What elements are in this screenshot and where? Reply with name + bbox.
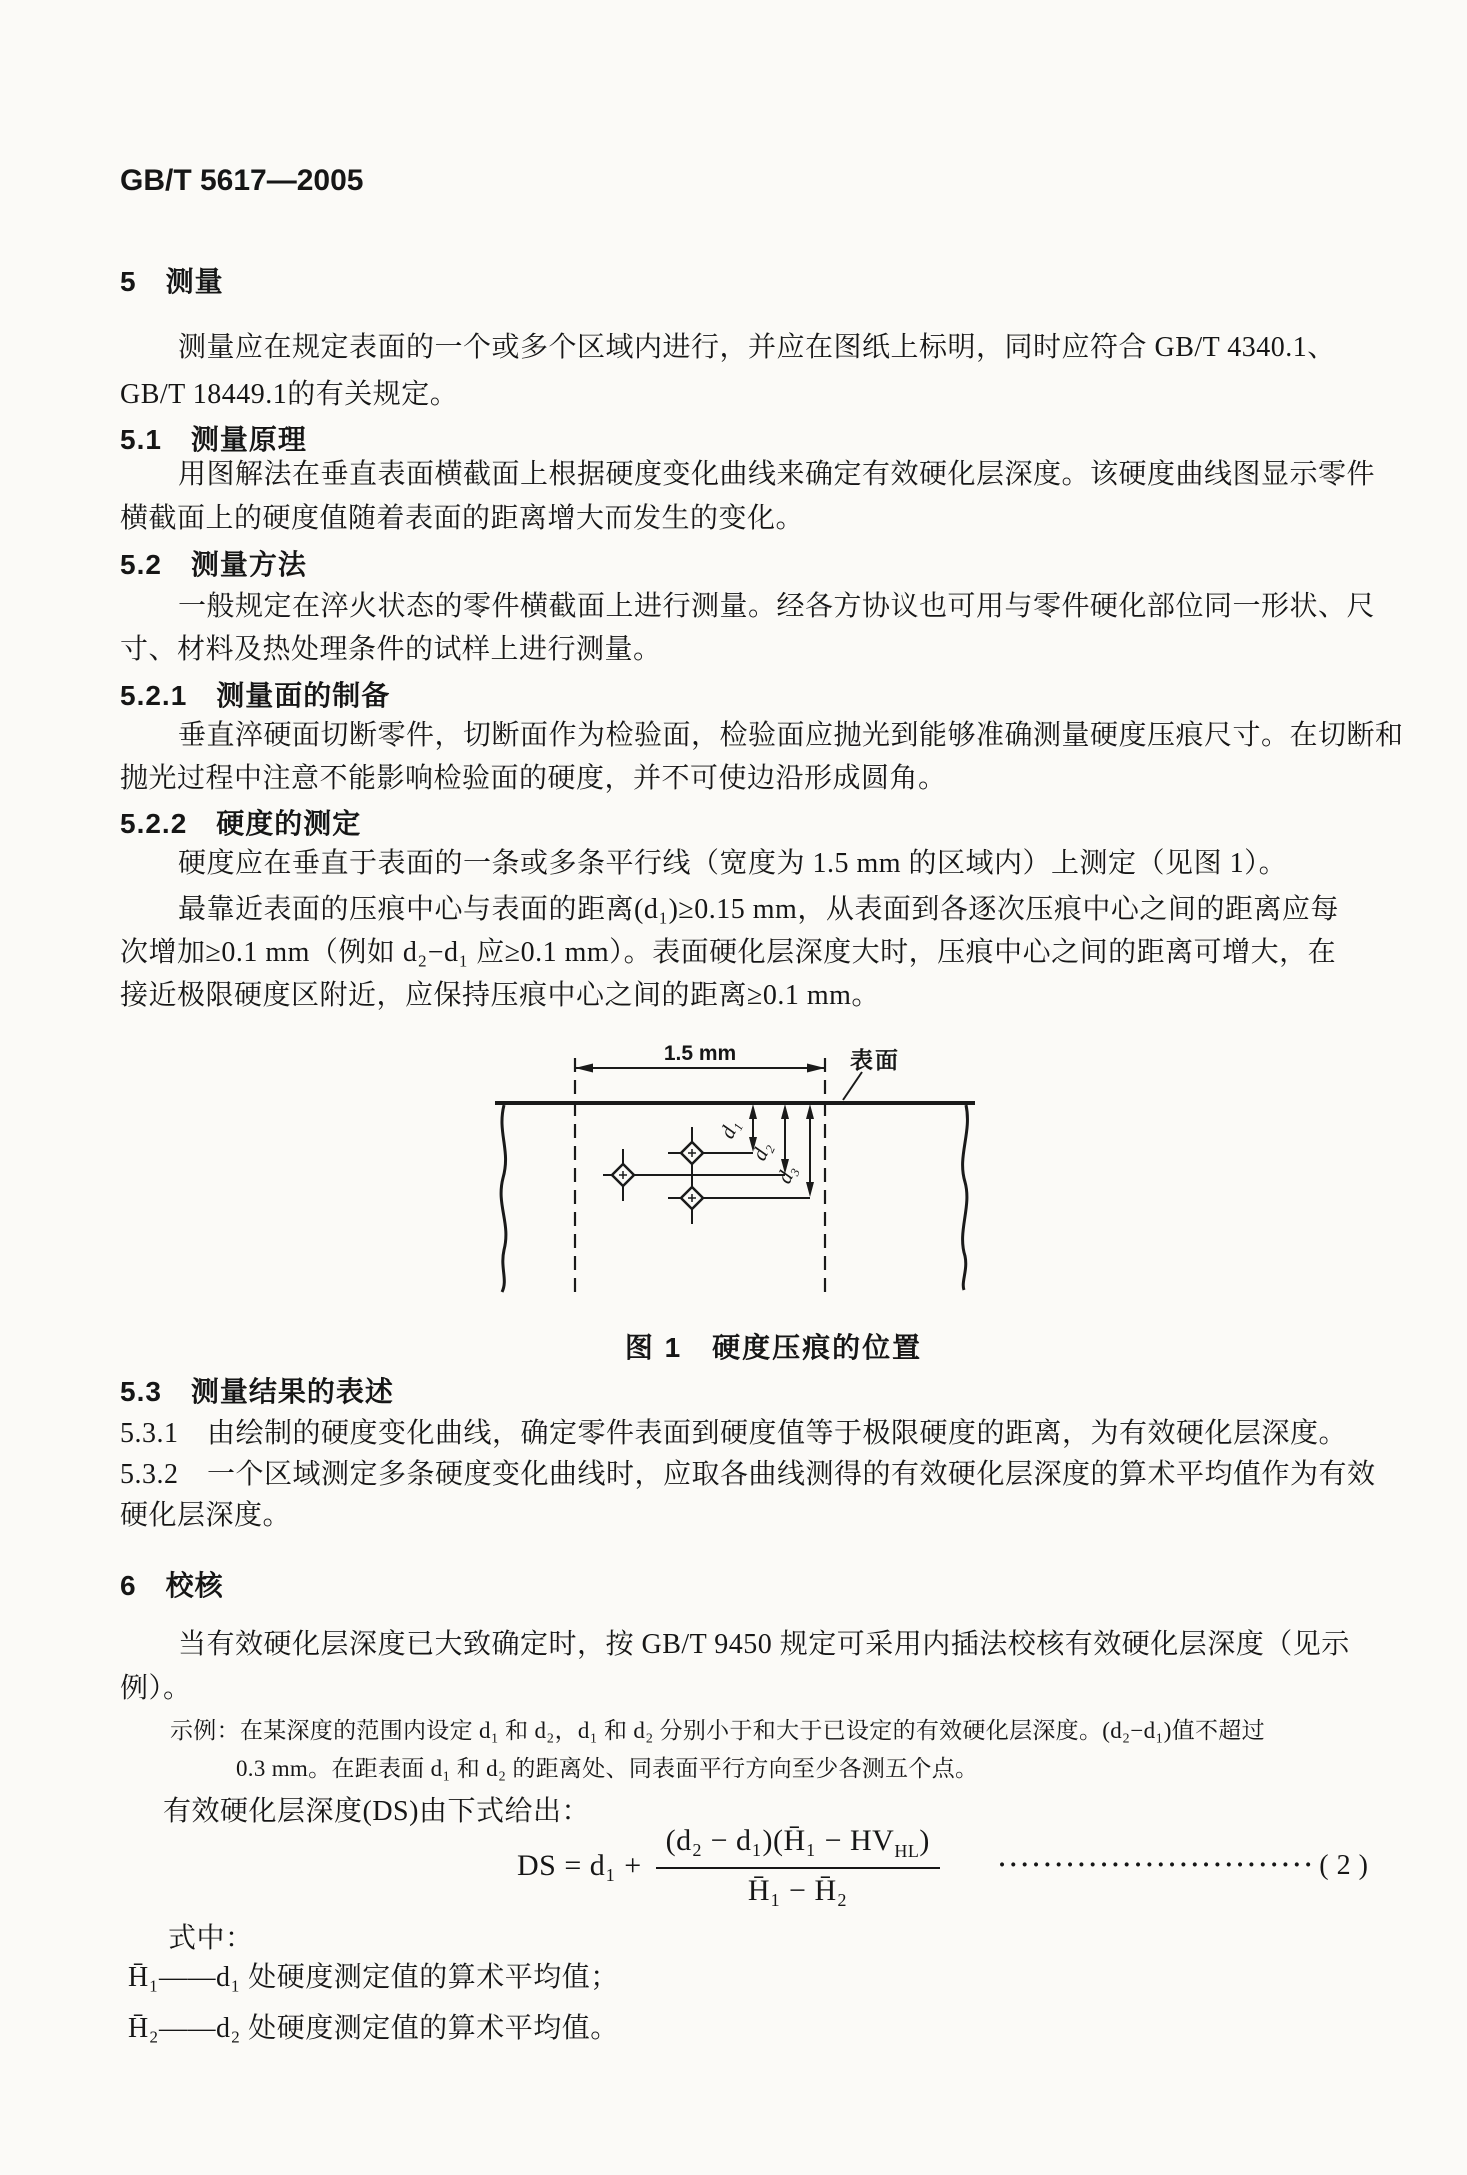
arrowhead-left [575, 1064, 593, 1073]
para-5-2-1-line1: 垂直淬硬面切断零件，切断面作为检验面，检验面应抛光到能够准确测量硬度压痕尺寸。在切断和 [178, 720, 1404, 751]
figure-1-diagram [480, 1038, 1060, 1310]
dimension-label: 1.5 mm [663, 1042, 737, 1065]
para-6-line2: 例）。 [120, 1673, 192, 1704]
d1-label: d₁ [714, 1115, 745, 1143]
figure-1-caption: 图 1 硬度压痕的位置 [624, 1332, 923, 1363]
para-5-1-line1: 用图解法在垂直表面横截面上根据硬度变化曲线来确定有效硬化层深度。该硬度曲线图显示零件 [178, 459, 1376, 490]
surface-label: 表面 [850, 1047, 900, 1073]
heading-5: 5 测量 [120, 266, 224, 297]
heading-5-2-2: 5.2.2 硬度的测定 [120, 808, 362, 839]
definition-h1: H̄₁——d₁ 处硬度测定值的算术平均值； [128, 1962, 619, 1993]
break-line-right [963, 1105, 968, 1290]
d1-arrow-up [749, 1104, 757, 1119]
formula-denominator: H̄₁ − H̄₂ [747, 1874, 848, 1907]
formula-num-subscript: HL [894, 1841, 920, 1861]
para-5-line2: GB/T 18449.1的有关规定。 [120, 379, 459, 410]
d3-label: d₃ [771, 1160, 802, 1188]
para-5-2-2-line4: 接近极限硬度区附近，应保持压痕中心之间的距离≥0.1 mm。 [120, 980, 880, 1011]
para-5-2-line1: 一般规定在淬火状态的零件横截面上进行测量。经各方协议也可用与零件硬化部位同一形状、尺 [178, 591, 1376, 622]
para-5-2-1-line2: 抛光过程中注意不能影响检验面的硬度，并不可使边沿形成圆角。 [120, 763, 947, 794]
formula-eq-number: ( 2 ) [1319, 1850, 1369, 1881]
para-5-line1: 测量应在规定表面的一个或多个区域内进行，并应在图纸上标明，同时应符合 GB/T 4340.1、 [178, 332, 1336, 363]
formula-lhs: DS = d₁ + [517, 1849, 642, 1882]
heading-5-2: 5.2 测量方法 [120, 549, 307, 580]
para-5-2-2-line2: 最靠近表面的压痕中心与表面的距离(d₁)≥0.15 mm，从表面到各逐次压痕中心之间的距离应每 [178, 894, 1339, 925]
d2-arrow-up [781, 1104, 789, 1119]
heading-5-3: 5.3 测量结果的表述 [120, 1376, 394, 1407]
para-5-1-line2: 横截面上的硬度值随着表面的距离增大而发生的变化。 [120, 503, 805, 534]
example-line2: 0.3 mm。在距表面 d₁ 和 d₂ 的距离处、同表面平行方向至少各测五个点。 [236, 1756, 979, 1781]
d3-arrow-down [806, 1182, 814, 1197]
formula-numerator [656, 1824, 940, 1869]
heading-5-1: 5.1 测量原理 [120, 424, 307, 455]
para-5-3-2-line1: 5.3.2 一个区域测定多条硬度变化曲线时，应取各曲线测得的有效硬化层深度的算术平均值作为有效 [120, 1459, 1376, 1490]
indentation-mark-1 [681, 1127, 703, 1179]
surface-leader-line [843, 1072, 862, 1100]
d2-label: d₂ [746, 1137, 777, 1165]
indentation-mark-3 [681, 1172, 703, 1224]
formula-num-close: ) [919, 1824, 930, 1857]
formula-fraction [656, 1824, 940, 1908]
para-5-3-2-line2: 硬化层深度。 [120, 1500, 292, 1531]
para-6-line1: 当有效硬化层深度已大致确定时，按 GB/T 9450 规定可采用内插法校核有效硬化层深度（见示 [178, 1629, 1350, 1660]
arrowhead-right [807, 1064, 825, 1073]
para-5-2-line2: 寸、材料及热处理条件的试样上进行测量。 [120, 634, 662, 665]
indentation-mark-2 [612, 1149, 634, 1201]
para-5-3-1: 5.3.1 由绘制的硬度变化曲线，确定零件表面到硬度值等于极限硬度的距离，为有效硬化层深度。 [120, 1418, 1348, 1449]
formula-intro: 有效硬化层深度(DS)由下式给出： [163, 1796, 590, 1827]
formula-leader-dots: ···························· [997, 1852, 1316, 1879]
para-5-2-2-line3: 次增加≥0.1 mm（例如 d₂−d₁ 应≥0.1 mm）。表面硬化层深度大时，压痕中心之间的距离可增大，在 [120, 937, 1337, 968]
heading-6: 6 校核 [120, 1570, 224, 1601]
d3-arrow-up [806, 1104, 814, 1119]
where-label: 式中： [168, 1923, 254, 1954]
formula-2 [517, 1824, 1368, 1908]
formula-num-main: (d₂ − d₁)(H̄₁ − HV [665, 1824, 895, 1857]
example-line1: 示例：在某深度的范围内设定 d₁ 和 d₂，d₁ 和 d₂ 分别小于和大于已设定的有效硬化层深度。(d₂−d₁)值不超过 [170, 1718, 1265, 1743]
doc-number: GB/T 5617—2005 [120, 164, 364, 197]
break-line-left [501, 1105, 506, 1292]
heading-5-2-1: 5.2.1 测量面的制备 [120, 680, 391, 711]
para-5-2-2-line1: 硬度应在垂直于表面的一条或多条平行线（宽度为 1.5 mm 的区域内）上测定（见图 1）。 [178, 848, 1288, 879]
definition-h2: H̄₂——d₂ 处硬度测定值的算术平均值。 [128, 2013, 619, 2044]
